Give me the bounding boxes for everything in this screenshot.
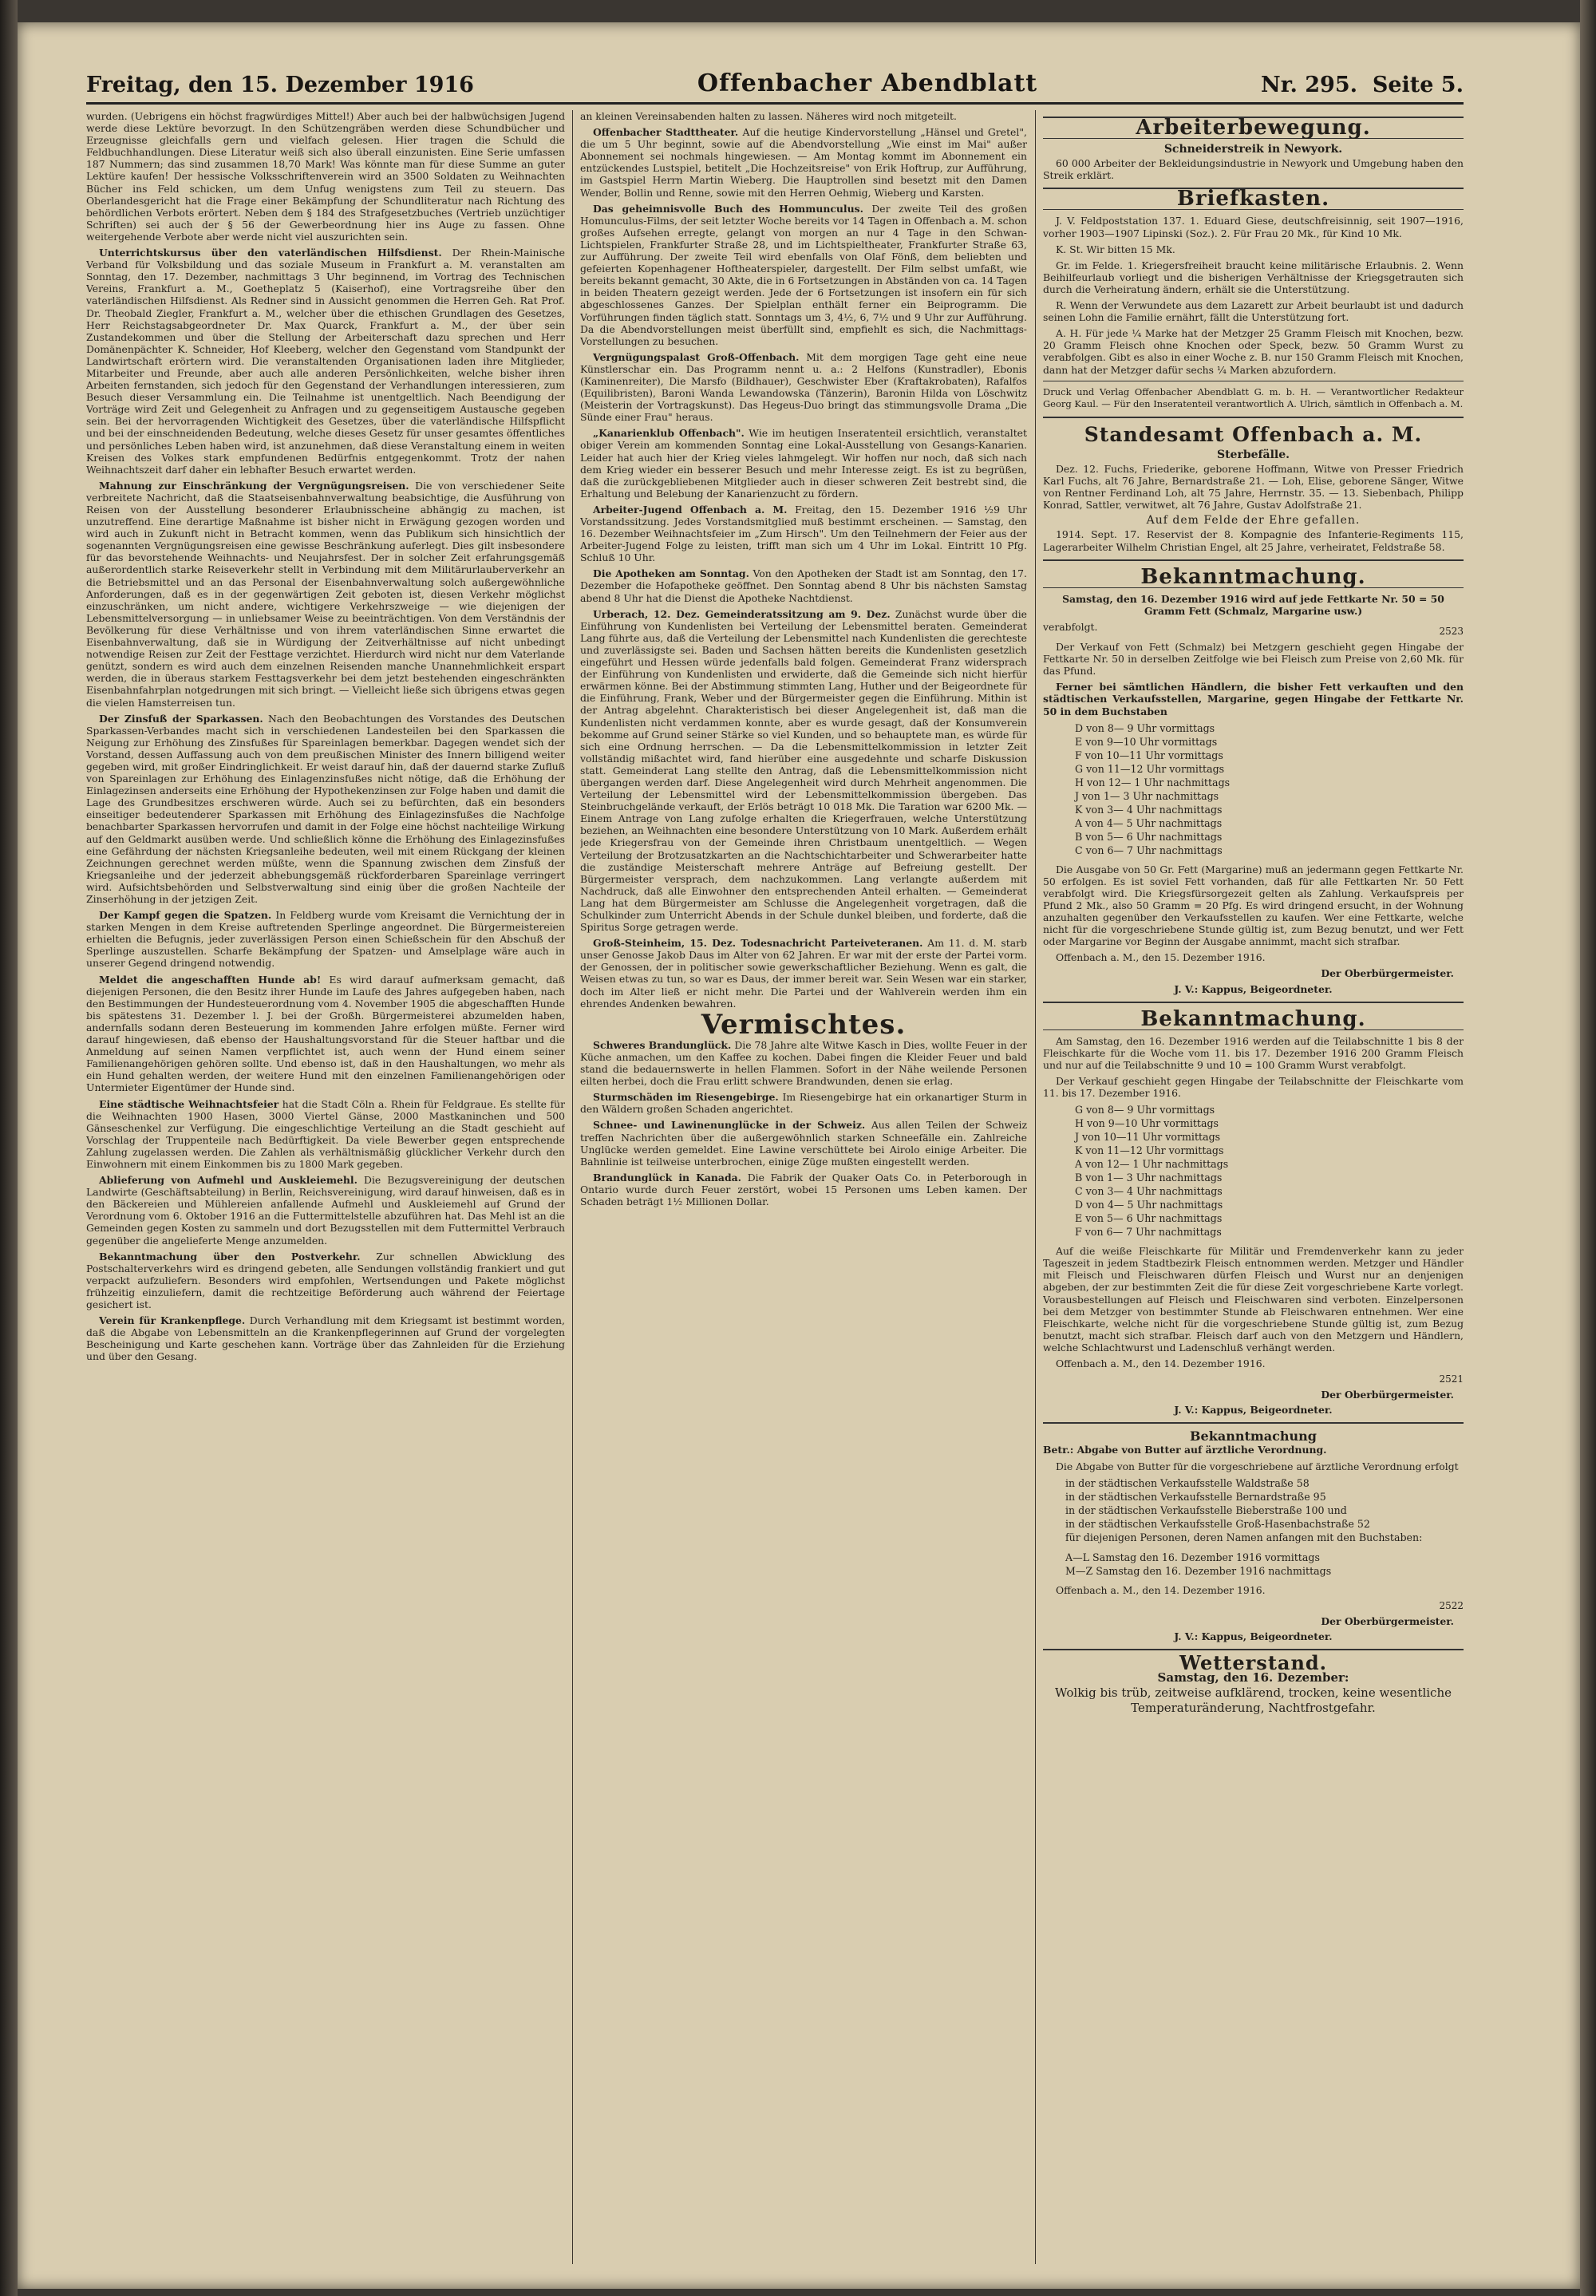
divider (1043, 1002, 1464, 1003)
gefallen-text: 1914. Sept. 17. Reservist der 8. Kompagnie des Infanterie-Regiments 115, Lagerarbeiter Wilhelm Christian Engel, alt 25 Jahre, verheiratet, Feldstraße 58. (1043, 528, 1464, 553)
bekanntmachung-fett-heading: Bekanntmachung. (1043, 567, 1464, 588)
article-paragraph (86, 974, 565, 1094)
schedule-row: K von 11—12 Uhr vormittags (1075, 1144, 1224, 1157)
briefkasten-list (1043, 215, 1464, 375)
news-heading: „Kanarienklub Offenbach". (593, 427, 745, 440)
article-paragraph (86, 1174, 565, 1247)
notice-number: 2523 (1439, 626, 1464, 637)
bekanntmachung-fett-verabfolgt: verabfolgt. (1043, 620, 1098, 633)
news-text: Wie im heutigen Inseratenteil ersichtlich, veranstaltet obiger Verein am kommenden Sonntag eine Lokal-Ausstellung von Gesangs-Kanarien. Leider hat auch hier der Krieg vieles lahmgelegt. Wir hoffen nur noch, daß sich nach dem Krieg wieder ein besserer Besuch und mehr Interesse zeigt. Es ist zu begrüßen, daß die zurückgebliebenen Mitglieder auch in dieser schweren Zeit bestrebt sind, die Erhaltung und Belebung der Kanarienzucht zu fördern. (580, 427, 1027, 500)
news-item (580, 203, 1027, 347)
article-paragraph (86, 1098, 565, 1171)
article-paragraph (86, 1314, 565, 1362)
briefkasten-entry: Gr. im Felde. 1. Kriegersfreiheit braucht keine militärische Erlaubnis. 2. Wenn Beihilfeurlaub vorliegt und die bisherigen Verhältnisse der Kriegsgetrauten sich durch die Verheiratung ändern, erhält sie die Unterstützung. (1043, 259, 1464, 295)
vermischtes-item (580, 1172, 1027, 1207)
schedule-row: A von 4— 5 Uhr nachmittags (1075, 816, 1223, 829)
vermischtes-text: Im Riesengebirge hat ein orkanartiger Sturm in den Wäldern großen Schaden angerichtet. (580, 1091, 1027, 1116)
schedule-row: E von 9—10 Uhr vormittags (1075, 735, 1218, 748)
vermischtes-section (580, 1039, 1027, 1207)
article-text: Es wird darauf aufmerksam gemacht, daß diejenigen Personen, die den Besitz ihrer Hunde im Laufe des Jahres aufgegeben haben, nach den Bestimmungen der Hundesteuerordnung vom 4. November 1905 die abgeschafften Hunde bis spätestens 31. Dezember l. J. bei der Großh. Bürgermeisterei abzumelden haben, andernfalls sodann deren Besteuerung im kommenden Jahre erfolgen müßte. Ferner wird darauf hingewiesen, daß ebenso der Haushaltungsvorstand für die Steuer haftbar und die Anmeldung auf seinen Namen verpflichtet ist, auch wenn der Hund einem seiner Familienangehörigen gehören sollte. Und ebenso ist, daß in den Haushaltungen, wo mehr als ein Hund gehalten werden, der weitere Hund mit den einzelnen Familienangehörigen oder Untermieter Eigentümer der Hunde sind. (86, 973, 565, 1094)
schedule-row: B von 5— 6 Uhr nachmittags (1075, 830, 1223, 843)
signature-title: Der Oberbürgermeister. (1321, 967, 1454, 980)
article-text: Zur schnellen Abwicklung des Postschalterverkehrs wird es dringend gebeten, alle Sendungen vollständig frankiert und gut verpackt aufzuliefern. Besonders wird empfohlen, Wertsendungen und Pakete möglichst frühzeitig einzuliefern, damit die rechtzeitige Beförderung auch während der Feiertage gesichert ist. (86, 1250, 565, 1310)
article-text: Die Bezugsvereinigung der deutschen Landwirte (Geschäftsabteilung) in Berlin, Reichsvereinigung, wird darauf hinweisen, daß es in den Bäckereien und Mühlereien anfallende Aufmehl und Auskleiemehl auf Grund der Verordnung vom 6. Oktober 1916 an die Futtermittelstelle abzuführen hat. Das Mehl ist an die Gemeinden gegen Kosten zu sammeln und dort Bezugsstellen mit dem Futtermittel Verbrauch gegenüber die angelieferte Menge anzumelden. (86, 1174, 565, 1247)
butter-times (1065, 1551, 1464, 1578)
article-heading: Bekanntmachung über den Postverkehr. (99, 1250, 361, 1263)
signature-name: J. V.: Kappus, Beigeordneter. (1174, 982, 1333, 995)
vermischtes-heading: Vermischtes. (701, 1008, 907, 1041)
article-paragraph (86, 1251, 565, 1310)
signature-name: J. V.: Kappus, Beigeordneter. (1174, 1404, 1333, 1417)
standesamt-text: Dez. 12. Fuchs, Friederike, geborene Hoffmann, Witwe von Presser Friedrich Karl Fuchs, alt 76 Jahre, Bernardstraße 21. — Loh, Elise, geborene Sänger, Witwe von Rentner Ferdinand Loh, alt 75 Jahre, Herrnstr. 35. — 13. Siebenbach, Philipp Konrad, Sattler, verwitwet, alt 76 Jahre, Gustav Adolfstraße 21. (1043, 462, 1464, 512)
news-text: Zunächst wurde über die Einführung von Kundenlisten bei Verteilung der Lebensmittel beraten. Gemeinderat Lang führte aus, daß die Verteilung der Lebensmittel nach Kundenlisten die gerechteste und zuverlässigste sei. Baden und Sachsen hätten bereits die Kundenlisten gesetzlich eingeführt und Hessen würde jedenfalls bald folgen. Gemeinderat Franz widersprach der Einführung von Kundenlisten und erwiderte, daß die Gemeinde sich nicht hierfür erwärmen könne. Bei der Abstimmung stimmten Lang, Huther und der Beigeordnete für die Einführung, Frank, Weber und der Bürgermeister gegen die Einführung. Mithin ist der Antrag abgelehnt. Charakteristisch bei dieser Angelegenheit ist, daß man die Kundenlisten nicht verdammen konnte, aber es wurde gesagt, daß der Konsumverein bekomme auf Grund seiner Stärke so viel Kunden, und so behauptete man, es würde für sich eine Ordnung herrschen. — Da die Lebensmittelkommission in letzter Zeit vollständig mißachtet wird, fand hierüber eine ausgedehnte und scharfe Diskussion statt. Gemeinderat Lang stellte den Antrag, daß die Lebensmittelkommission nicht übergangen werden darf. Diese Angelegenheit wird durch Mehrheit angenommen. Die Verteilung der Lebensmittel wird der Lebensmittelkommission übergeben. Das Steinbruchgelände verkauft, der Erlös beträgt 10 018 Mk. Die Taration war 6200 Mk. — Einem Antrage von Lang zufolge erhalten die Kriegerfrauen, welche Unterstützung beziehen, an Weihnachten eine besondere Unterstützung von 10 Mark. Außerdem erhält jede Kriegersfrau von der Gemeinde ihren Christbaum unentgeltlich. — Wegen Verteilung der Brotzusatzkarten an die Nachtschichtarbeiter und Schwerarbeiter hatte die zuständige Meisterschaft mehrere Anträge auf Befreiung gestellt. Der Bürgermeister versprach, dem nachzukommen. Lang verlangte außerdem mit Nachdruck, daß alle Einwohner den entsprechenden Anteil erhalten. — Gemeinderat Lang hat dem Bürgermeister am Schlusse die Angelegenheit vorgetragen, daß die Schulkinder zum Unterricht Abends in der Schule dunkel bleiben, und forderte, daß die Spiritus Sorge getragen werde. (580, 607, 1027, 934)
article-text: Der Rhein-Mainische Verband für Volksbildung und das soziale Museum in Frankfurt a. M. veranstalten am Sonntag, den 17. Dezember, nachmittags 3 Uhr beginnend, im Vortrag des Technischen Vereins, Frankfurt a. M., Goetheplatz 5 (Kaiserhof), eine Vortragsreihe über den vaterländischen Hilfsdienst. Als Redner sind in Aussicht genommen die Herren Geh. Rat Prof. Dr. Theobald Ziegler, Frankfurt a. M., welcher über die ethischen Grundlagen des Gesetzes, Herr Reichstagsabgeordneter Dr. Max Quarck, Frankfurt a. M., der über sein Zustandekommen und über die Stellung der Arbeiterschaft dazu sprechen und Herr Domänenpächter K. Schneider, Hof Kleeberg, welcher den Gegenstand vom Standpunkt der Landwirtschaft erörtern wird. Die veranstaltenden Organisationen laden ihre Mitglieder, Mitarbeiter und Freunde, aber auch alle anderen Persönlichkeiten, welche bisher ihren Arbeiten fernstanden, sich jedoch für den Gegenstand der Verhandlungen interessieren, zum Besuch dieser Versammlung ein. Die Teilnahme ist unentgeltlich. Nach Beendigung der Vorträge wird Zeit und Gelegenheit zu Anfragen und zu gegenseitigem Austausche gegeben sein. Bei der hervorragenden Wichtigkeit des Gesetzes, über die vaterländische Hilfspflicht und bei der einschneidenden Bedeutung, welche dieses Gesetz für unser gesamtes öffentliches und persönliches Leben haben wird, ist anzunehmen, daß diese Veranstaltung einem in weiten Kreisen des Volkes stark empfundenen Bedürfnis entgegenkommt. Trotz der nahen Weihnachtszeit darf daher ein lebhafter Besuch erwartet werden. (86, 247, 565, 476)
schedule-row: A—L Samstag den 16. Dezember 1916 vormittags (1065, 1551, 1320, 1563)
briefkasten-entry: A. H. Für jede ¼ Marke hat der Metzger 25 Gramm Fleisch mit Knochen, bezw. 20 Gramm Fleisch ohne Knochen oder Speck, bezw. 50 Gramm Wurst zu verabfolgen. Gibt es also in einer Woche z. B. nur 150 Gramm Fleisch mit Knochen, dann hat der Metzger dafür sechs ¼ Marken abzufordern. (1043, 327, 1464, 376)
wetter-heading: Wetterstand. (1179, 1651, 1328, 1675)
column-rule (572, 110, 573, 2264)
news-heading: Urberach, 12. Dez. Gemeinderatssitzung am 9. Dez. (593, 607, 891, 620)
column-right (1043, 110, 1464, 2296)
vermischtes-heading-item: Schweres Brandunglück. (593, 1038, 732, 1051)
news-item (580, 567, 1027, 603)
schedule-row: H von 9—10 Uhr vormittags (1075, 1117, 1219, 1130)
article-continued: an kleinen Vereinsabenden halten zu lassen. Näheres wird noch mitgeteilt. (580, 110, 957, 122)
divider (1043, 417, 1464, 418)
briefkasten-entry: R. Wenn der Verwundete aus dem Lazarett zur Arbeit beurlaubt ist und dadurch seinen Lohn die Familie ernährt, fällt die Unterstützung fort. (1043, 299, 1464, 324)
article-paragraph (86, 480, 565, 709)
news-text: Mit dem morgigen Tage geht eine neue Künstlerschar ein. Das Programm nennt u. a.: 2 Helfons (Kunstradler), Ebonis (Kaminenreiter), Die Marsfo (Bildhauer), Geschwister Eber (Kraftakrobaten), Rafalfos (Equilibristen), Baroni Wanda Lewandowska (Tänzerin), Baronin Hilda von Löschwitz (Meisterin der Vortragskunst). Das Hegeus-Duo bringt das stimmungsvolle Drama „Die Sünde einer Frau" heraus. (580, 350, 1027, 424)
imprint: Druck und Verlag Offenbacher Abendblatt G. m. b. H. — Verantwortlicher Redakteur Georg Kaul. — Für den Inseratenteil verantwortlich A. Ulrich, sämtlich in Offenbach a. M. (1043, 385, 1464, 409)
butter-shop-list (1065, 1476, 1464, 1544)
schedule-row: E von 5— 6 Uhr nachmittags (1075, 1212, 1223, 1225)
divider (1043, 1422, 1464, 1424)
article-paragraph (86, 713, 565, 906)
news-text: Der zweite Teil des großen Homunculus-Films, der seit letzter Woche bereits vor 14 Tagen in Offenbach a. M. schon großes Aufsehen erregte, gelangt von morgen an nur 4 Tage in den Schwan-Lichtspielen, Frankfurter Straße 28, und im Lichtspieltheater, Frankfurter Straße 63, zur Aufführung. Der zweite Teil wird ebenfalls von Olaf Fönß, dem beliebten und gefeierten Kopenhagener Hoftheaterspieler, dargestellt. Der Film selbst umfaßt, wie bereits bekannt gemacht, 30 Akte, die in 6 Fortsetzungen in Abständen von ca. 14 Tagen in beiden Theatern gezeigt werden. Jede der 6 Fortsetzungen ist insofern ein für sich abgeschlossenes Ganzes. Der Spielplan enthält ferner ein Beiprogramm. Die Vorführungen finden täglich statt. Sonntags um 3, 4½, 6, 7½ und 9 Uhr zur Aufführung. Da die Abendvorstellungen meist überfüllt sind, empfiehlt es sich, die Nachmittags-Vorstellungen zu besuchen. (580, 202, 1027, 347)
article-text: Nach den Beobachtungen des Vorstandes des Deutschen Sparkassen-Verbandes macht sich in verschiedenen Landesteilen bei den Sparkassen die Neigung zur Erhöhung des Zinsfußes für Spareinlagen bemerkbar. Dagegen wendet sich der Vorstand, dessen Auffassung auch von dem preußischen Minister des Innern billigend weiter gegeben wird, mit großer Eindringlichkeit. Er weist darauf hin, daß der dauernd starke Zufluß von Spareinlagen zur Erhöhung des Einlagenzinsfußes nicht nötige, daß die Erhöhung der Einlagezinsen anderseits eine Erhöhung der Hypothekenzinsen zur Folge haben und damit die Lage des Grundbesitzes erschweren würde. Auch sei zu befürchten, daß ein besonders einseitiger bedeutenderer Sparkassen mit Erhöhung des Einlagezinsfußes die Nachfolge benachbarter Sparkassen hervorrufen und damit in der Folge eine höchst nachteilige Wirkung auf den Geldmarkt ausüben werde. Und schließlich könne die Erhöhung des Einlagezinsfußes eine Gefährdung der nächsten Kriegsanleihe bedeuten, weil mit einem Rückgang der kleinen Zeichnungen gerechnet werden müßte, wenn die Spannung zwischen dem Zinsfuß der Kriegsanleihe und der jederzeit abhebungsgemäß rückforderbaren Spareinlage verringert wird. Aufsichtsbehörden und Selbstverwaltung sind einig über die großen Nachteile der Zinserhöhung in der jetzigen Zeit. (86, 712, 565, 905)
schedule-row: J von 1— 3 Uhr nachmittags (1075, 789, 1219, 802)
news-text: Am 11. d. M. starb unser Genosse Jakob Daus im Alter von 62 Jahren. Er war mit der erste der Partei vorm. der Genossen, der in politischer sowie gewerkschaftlicher Beziehung. Wenn es galt, die Weisen etwas zu tun, so war es Daus, der immer bereit war. Sein Wesen war ein starker, doch im Alter ließ er nicht mehr. Die Partei und der Wahlverein werden ihm ein ehrendes Andenken bewahren. (580, 937, 1027, 1010)
news-text: Von den Apotheken der Stadt ist am Sonntag, den 17. Dezember die Hofapotheke geöffnet. Den Sonntag abend 8 Uhr bis nächsten Samstag abend 8 Uhr hat die Dienst die Apotheke Nachtdienst. (580, 567, 1027, 604)
article-continued: wurden. (Uebrigens ein höchst fragwürdiges Mittel!) Aber auch bei der halbwüchsigen Jugend werde diese Lektüre bevorzugt. In den Schützengräben werden diese Schundbücher und Erzeugnisse gleichfalls gern und vielfach gelesen. Hier tragen die Schuld die Feldbuchhandlungen. Diese Literatur weiß sich also überall einzunisten. Eine Serie umfassen 187 Nummern; das sind zusammen 18,70 Mark! Was könnte man für diese Summe an guter Lektüre kaufen! Der hessische Volksschriftenverein wird an 3500 Soldaten zu Weihnachten Bücher ins Feld schicken, um dem Unfug wenigstens zum Teil zu steuern. Das Oberlandesgericht hat die Frage einer Bekämpfung der Schundliteratur nach Richtung des behördlichen Verbots erörtert. Neben dem § 184 des Strafgesetzbuches (Vertrieb unzüchtiger Schriften) sei auch der § 56 der Gewerbeordnung hier ins Auge zu fassen. Ohne weitergehende Verbote aber werde nicht viel auszurichten sein. (86, 110, 565, 243)
news-heading: Arbeiter-Jugend Offenbach a. M. (593, 503, 788, 516)
briefkasten-entry: K. St. Wir bitten 15 Mk. (1056, 243, 1175, 255)
arbeiterbewegung-text: 60 000 Arbeiter der Bekleidungsindustrie in Newyork und Umgebung haben den Streik erklärt. (1043, 157, 1464, 182)
vermischtes-item (580, 1091, 1027, 1115)
bekanntmachung-butter-place: Offenbach a. M., den 14. Dezember 1916. (1056, 1583, 1266, 1596)
local-news (580, 126, 1027, 1010)
bekanntmachung-fett-intro: Samstag, den 16. Dezember 1916 wird auf jede Fettkarte Nr. 50 = 50 Gramm Fett (Schmalz, Margarine usw.) (1062, 592, 1444, 617)
bekanntmachung-fleisch-heading: Bekanntmachung. (1043, 1010, 1464, 1030)
signature-title: Der Oberbürgermeister. (1321, 1614, 1454, 1627)
binding-edge-left (0, 0, 18, 2296)
article-text: hat die Stadt Cöln a. Rhein für Feldgraue. Es stellte für die Weihnachten 1900 Hasen, 3000 Viertel Gänse, 2000 Mastkaninchen und 500 Gänseschenkel zur Verfügung. Die eingeschlichtige Verteilung an die Stadt geschieht auf Vorschlag der Truppenteile nach Bedürftigkeit. Da viele Bewerber gegen entsprechende Zahlung zugelassen werden. Die Zahlen als verhältnismäßig glücklicher Verkehr durch den Einwohnern mit einem Einkommen bis zu 1800 Mark gegeben. (86, 1097, 565, 1170)
schedule-row: F von 6— 7 Uhr nachmittags (1075, 1226, 1222, 1239)
notice-number: 2521 (1439, 1373, 1464, 1385)
bekanntmachung-butter-heading: Bekanntmachung (1190, 1429, 1317, 1444)
fleisch-schedule (1075, 1103, 1464, 1239)
schedule-row: B von 1— 3 Uhr nachmittags (1075, 1172, 1223, 1184)
divider (1043, 1649, 1464, 1650)
wetter-text: Wolkig bis trüb, zeitweise aufklärend, trocken, keine wesentliche Temperaturänderung, Nachtfrostgefahr. (1054, 1685, 1452, 1716)
standesamt-heading: Standesamt Offenbach a. M. (1084, 422, 1423, 446)
article-heading: Der Zinsfuß der Sparkassen. (99, 712, 263, 725)
col1-sections (86, 247, 565, 1362)
bekanntmachung-butter-sub: Betr.: Abgabe von Butter auf ärztliche Verordnung. (1043, 1444, 1327, 1456)
notice-number: 2522 (1439, 1599, 1464, 1611)
schedule-row: in der städtischen Verkaufsstelle Bieberstraße 100 und (1065, 1504, 1347, 1516)
article-heading: Unterrichtskursus über den vaterländischen Hilfsdienst. (99, 247, 442, 259)
vermischtes-heading-item: Sturmschäden im Riesengebirge. (593, 1091, 779, 1104)
schedule-row: A von 12— 1 Uhr nachmittags (1075, 1158, 1229, 1171)
article-heading: Mahnung zur Einschränkung der Vergnügungsreisen. (99, 479, 409, 492)
news-heading: Die Apotheken am Sonntag. (593, 567, 749, 580)
bekanntmachung-fleisch-rest: Auf die weiße Fleischkarte für Militär und Fremdenverkehr kann zu jeder Tageszeit in jedem Stadtbezirk Fleisch entnommen werden. Metzger und Händler mit Fleisch und Fleischwaren dürfen Fleisch und Wurst nur an denjenigen abgeben, der zur bestimmten Zeit die für diese Zeit vorgeschriebene Karte vorlegt. Vorausbestellungen auf Fleisch und Fleischwaren sind verboten. Einzelpersonen bei dem Metzger von bestimmter Stunde ab Fleischwaren entnehmen. Wer eine Fleischkarte, welche nicht für die vorgeschriebene Stunde gültig ist, zum Bezug benutzt, macht sich strafbar. Fleisch darf auch von den Metzgern und Händlern, welche Schlachtwurst und Ladenschluß verhängt werden. (1043, 1245, 1464, 1353)
column-rule (1035, 110, 1036, 2264)
article-heading: Der Kampf gegen die Spatzen. (99, 909, 272, 922)
column-left (86, 110, 565, 2296)
article-heading: Ablieferung von Aufmehl und Auskleiemehl. (99, 1174, 358, 1187)
schedule-row: in der städtischen Verkaufsstelle Bernardstraße 95 (1065, 1490, 1326, 1503)
news-text: Freitag, den 15. Dezember 1916 ½9 Uhr Vorstandssitzung. Jedes Vorstandsmitglied muß bestimmt erscheinen. — Samstag, den 16. Dezember Weihnachtsfeier im „Zum Hirsch". Um den Teilnehmern der Feier aus der Arbeiter-Jugend Folge zu leisten, trifft man sich um 4 Uhr im Lokal. Eintritt 10 Pfg. Schluß 10 Uhr. (580, 503, 1027, 564)
schedule-row: G von 8— 9 Uhr vormittags (1075, 1104, 1215, 1116)
news-item (580, 504, 1027, 563)
signature-title: Der Oberbürgermeister. (1321, 1389, 1454, 1401)
vermischtes-text: Die Fabrik der Quaker Oats Co. in Peterborough in Ontario wurde durch Feuer zerstört, wobei 15 Personen ums Leben kamen. Der Schaden beträgt 1½ Millionen Dollar. (580, 1171, 1027, 1207)
article-text: Durch Verhandlung mit dem Kriegsamt ist bestimmt worden, daß die Abgabe von Lebensmitteln an die Krankenpflegerinnen auf Grund der vorgelegten Bescheinigung und Karte geschehen kann. Vorträge über das Zahnleiden für die Erziehung und über den Gesang. (86, 1314, 565, 1363)
column-middle (580, 110, 1027, 2296)
bekanntmachung-fett-ferner: Ferner bei sämtlichen Händlern, die bisher Fett verkauften und den städtischen Verkaufsstellen, Margarine, gegen Hingabe der Fettkarte Nr. 50 in dem Buchstaben (1043, 681, 1464, 717)
vermischtes-heading-item: Schnee- und Lawinenunglücke in der Schweiz. (593, 1119, 866, 1132)
article-heading: Verein für Krankenpflege. (99, 1314, 246, 1327)
masthead (86, 57, 1464, 105)
schedule-row: M—Z Samstag den 16. Dezember 1916 nachmittags (1065, 1564, 1332, 1577)
schedule-row: D von 8— 9 Uhr vormittags (1075, 721, 1215, 734)
briefkasten-heading: Briefkasten. (1043, 188, 1464, 210)
masthead-date: Freitag, den 15. Dezember 1916 (86, 73, 474, 97)
issue-number: Nr. 295. (1261, 73, 1358, 97)
news-item (580, 937, 1027, 1010)
binding-edge-right (1580, 0, 1596, 2296)
schedule-row: für diejenigen Personen, deren Namen anfangen mit den Buchstaben: (1065, 1531, 1423, 1543)
schedule-row: G von 11—12 Uhr vormittags (1075, 762, 1225, 775)
news-item (580, 427, 1027, 500)
schedule-row: C von 6— 7 Uhr nachmittags (1075, 844, 1223, 856)
bekanntmachung-fleisch-verkauf: Der Verkauf geschieht gegen Hingabe der Teilabschnitte der Fleischkarte vom 11. bis 17. Dezember 1916. (1043, 1074, 1464, 1100)
signature-name: J. V.: Kappus, Beigeordneter. (1174, 1630, 1333, 1642)
schedule-row: in der städtischen Verkaufsstelle Groß-Hasenbachstraße 52 (1065, 1517, 1370, 1530)
gefallen-subheading: Auf dem Felde der Ehre gefallen. (1146, 514, 1361, 528)
article-heading: Eine städtische Weihnachtsfeier (99, 1097, 279, 1110)
schedule-row: in der städtischen Verkaufsstelle Waldstraße 58 (1065, 1476, 1310, 1489)
vermischtes-text: Die 78 Jahre alte Witwe Kasch in Dies, wollte Feuer in der Küche anmachen, um den Kaffee zu kochen. Dabei fingen die Kleider Feuer und bald stand die bedauernswerte in hellen Flammen. Sofort in der Nähe weilende Personen eilten herbei, doch die Frau erlitt schwere Brandwunden, denen sie erlag. (580, 1038, 1027, 1088)
arbeiterbewegung-heading: Arbeiterbewegung. (1043, 117, 1464, 139)
vermischtes-heading-item: Brandunglück in Kanada. (593, 1171, 741, 1184)
standesamt-subheading: Sterbefälle. (1216, 448, 1290, 461)
schedule-row: H von 12— 1 Uhr nachmittags (1075, 776, 1231, 788)
schedule-row: C von 3— 4 Uhr nachmittags (1075, 1185, 1223, 1198)
news-item (580, 126, 1027, 199)
arbeiterbewegung-subheading: Schneiderstreik in Newyork. (1163, 143, 1343, 156)
news-text: Auf die heutige Kindervorstellung „Hänsel und Gretel", die um 5 Uhr beginnt, sowie auf die Abendvorstellung „Wie einst im Mai" außer Abonnement sei nochmals hingewiesen. — Am Montag kommt im Abonnement ein entzückendes Lustspiel, betitelt „Die Hochzeitsreise" von Erik Hoftrup, zur Aufführung, im Gastspiel Herrn Martin Wieberg. Die Hauptrollen sind besetzt mit den Damen Wender, Bollin und Renne, sowie mit den Herren Oehmig, Wieberg und Karsten. (580, 126, 1027, 199)
news-heading: Das geheimnisvolle Buch des Hommunculus. (593, 202, 863, 215)
article-heading: Meldet die angeschafften Hunde ab! (99, 973, 322, 986)
fett-schedule (1075, 721, 1464, 857)
article-paragraph (86, 909, 565, 969)
page-number: Seite 5. (1372, 73, 1464, 97)
bekanntmachung-butter-text: Die Abgabe von Butter für die vorgeschriebene auf ärztliche Verordnung erfolgt (1056, 1460, 1459, 1472)
vermischtes-text: Aus allen Teilen der Schweiz treffen Nachrichten über die außergewöhnlich starken Schneefälle ein. Zahlreiche Unglücke werden gemeldet. Eine Lawine verschüttete bei Airolo einige Arbeiter. Die Bahnlinie ist teilweise unterbrochen, einige Züge mußten eingestellt werden. (580, 1119, 1027, 1168)
news-item (580, 351, 1027, 424)
article-text: In Feldberg wurde vom Kreisamt die Vernichtung der in starken Mengen in dem Kreise auftretenden Sperlinge angeordnet. Die Bürgermeistereien erhielten die Befugnis, jeder zuverlässigen Person einen Schießschein für den Abschuß der Sperlinge auszustellen. Scharfe Bekämpfung der Spatzen- und Amselplage wäre auch in unserer Gegend dringend notwendig. (86, 909, 565, 970)
vermischtes-item (580, 1119, 1027, 1167)
bekanntmachung-fett-verkauf: Der Verkauf von Fett (Schmalz) bei Metzgern geschieht gegen Hingabe der Fettkarte Nr. 50 in derselben Zeitfolge wie bei Fleisch zum Preise von 2,60 Mk. für das Pfund. (1043, 641, 1464, 678)
article-text: Die von verschiedener Seite verbreitete Nachricht, daß die Staatseisenbahnverwaltung beabsichtige, die Ausführung von Reisen von der Ausstellung besonderer Erlaubnisscheine abhängig zu machen, ist unzutreffend. Eine derartige Maßnahme ist bisher nicht in Erwägung gezogen worden und wird auch in Zukunft nicht in Betracht kommen, wenn das Publikum sich hinsichtlich der sogenannten Vergnügungsreisen eine gewisse Beschränkung auferlegt. Dies gilt insbesondere für das bevorstehende Weihnachts- und Neujahrsfest. Der in solcher Zeit erfahrungsgemäß außerordentlich starke Reiseverkehr stellt in Verbindung mit dem Militärurlauberverkehr an die Betriebsmittel und an das Personal der Eisenbahnverwaltung solch außergewöhnliche Anforderungen, daß es in der gegenwärtigen Zeit geboten ist, diesen Verkehr möglichst einzuschränken, um nicht andere, wichtigere Verkehrszweige — wie diejenigen der Lebensmittelversorgung — in unliebsamer Weise zu beeinträchtigen. Von dem Verständnis der Bevölkerung für diese Verhältnisse und von ihrem vaterländischen Sinne erwartet die Eisenbahnverwaltung, daß sie in Würdigung der Zeitverhältnisse auf nicht unbedingt notwendige Reisen zur Zeit der Festtage verzichtet. Hierdurch wird nicht nur dem Vaterlande genützt, sondern es wird auch dem einzelnen Reisenden manche Unannehmlichkeit erspart werden, die in überaus starkem Festtagsverkehr bei dem jetzt bestehenden eingeschränkten Eisenbahnfahrplan notgedrungen mit sich bringt. — Vielleicht ließe sich übrigens etwas gegen die vielen Hamsterreisen tun. (86, 479, 565, 709)
schedule-row: K von 3— 4 Uhr nachmittags (1075, 803, 1223, 816)
news-item (580, 608, 1027, 934)
wetter-date: Samstag, den 16. Dezember: (1157, 1670, 1349, 1685)
bekanntmachung-fett-rest: Die Ausgabe von 50 Gr. Fett (Margarine) muß an jedermann gegen Fettkarte Nr. 50 erfolgen. Es ist soviel Fett vorhanden, daß für alle Fettkarten Nr. 50 Fett verabfolgt wird. Die Kriegsfürsorgezeit gelten als Zahlung. Verkaufspreis per Pfund 2 Mk., also 50 Gramm = 20 Pfg. Es wird dringend ersucht, in der Wohnung anzuhalten gegenüber den Verkaufsstellen zu kaufen. Wer eine Fettkarte, welche nicht für die vorgeschriebene Stunde gültig ist, zum Bezug benutzt, und wer Fett oder Margarine vor Beginn der Ausgabe annimmt, macht sich strafbar. (1043, 863, 1464, 948)
bekanntmachung-fleisch-text: Am Samstag, den 16. Dezember 1916 werden auf die Teilabschnitte 1 bis 8 der Fleischkarte für die Woche vom 11. bis 17. Dezember 1916 200 Gramm Fleisch und nur auf die Teilabschnitte 9 und 10 = 100 Gramm Wurst verabfolgt. (1043, 1034, 1464, 1071)
news-heading: Groß-Steinheim, 15. Dez. Todesnachricht Parteiveteranen. (593, 937, 923, 950)
masthead-paper-name: Offenbacher Abendblatt (697, 69, 1038, 97)
schedule-row: F von 10—11 Uhr vormittags (1075, 749, 1223, 761)
divider (1043, 559, 1464, 561)
schedule-row: D von 4— 5 Uhr nachmittags (1075, 1199, 1223, 1211)
masthead-issue (1261, 73, 1464, 102)
news-heading: Vergnügungspalast Groß-Offenbach. (593, 350, 800, 363)
vermischtes-item (580, 1039, 1027, 1087)
briefkasten-entry: J. V. Feldpoststation 137. 1. Eduard Giese, deutschfreisinnig, seit 1907—1916, vorher 1903—1907 Lipinski (Soz.). 2. Für Frau 20 Mk., für Kind 10 Mk. (1043, 215, 1464, 239)
schedule-row: J von 10—11 Uhr vormittags (1075, 1131, 1221, 1144)
bekanntmachung-fett-place: Offenbach a. M., den 15. Dezember 1916. (1056, 951, 1266, 964)
bekanntmachung-fleisch-place: Offenbach a. M., den 14. Dezember 1916. (1056, 1357, 1266, 1369)
news-heading: Offenbacher Stadttheater. (593, 126, 739, 139)
article-paragraph (86, 247, 565, 476)
